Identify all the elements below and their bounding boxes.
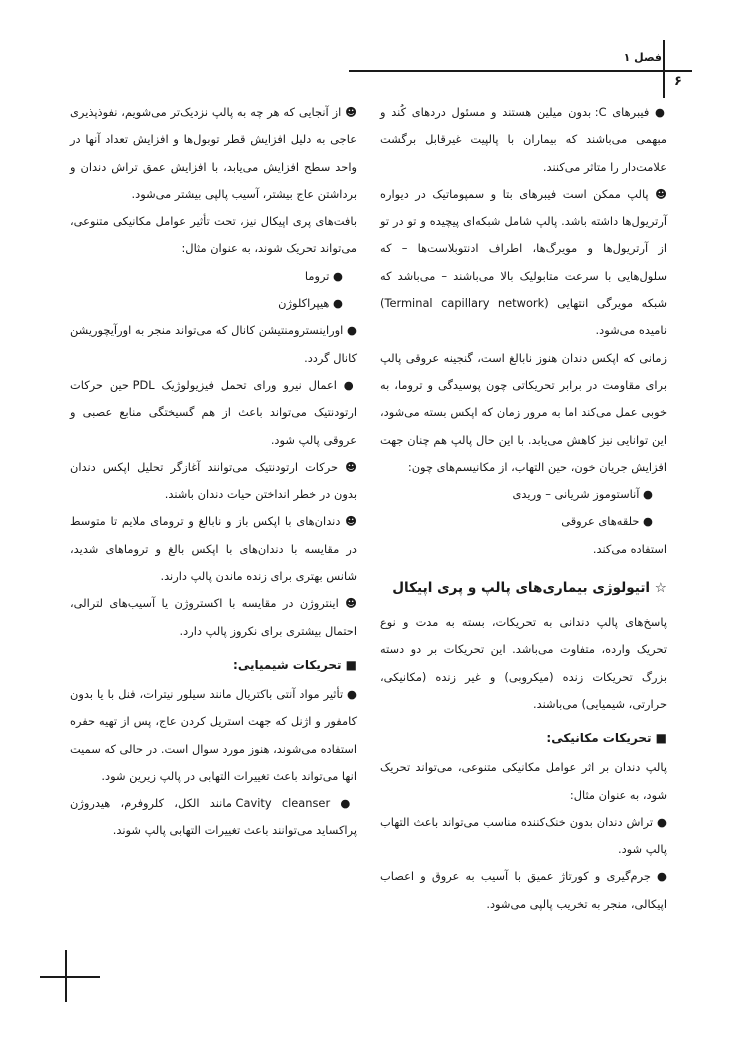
bullet-paragraph: ● جرم‌گیری و کورتاژ عمیق با آسیب به عروق و اعصاب اپیکالی، منجر به تخریب پالپی می‌شود. xyxy=(380,869,667,911)
bullet-paragraph: ● اعمال نیرو ورای تحمل فیزیولوژیک PDL حین حرکات ارتودنتیک می‌تواند باعث از هم گسیختگی منابع عصبی و عروقی پالپ شود. xyxy=(70,377,357,447)
page-number: ۶ xyxy=(674,74,682,89)
list-item: ● آناستوموز شریانی – وریدی xyxy=(512,487,653,502)
paragraph: استفاده می‌کند. xyxy=(592,541,667,556)
bullet-paragraph: ☻ حرکات ارتودنتیک می‌توانند آغازگر تحلیل اپکس دندان بدون در خطر انداختن حیات دندان باشند. xyxy=(70,459,357,502)
bullet-paragraph: ● تأثیر مواد آنتی باکتریال مانند سیلور نیترات، فنل با یا بدون کامفور و اژنل که جهت استریل کردن عاج، پس از تهیه حفره استفاده می‌شوند، هنوز مورد سوال است. در حالی که سمیت انها می‌تواند باعث تغییرات التهابی در پالپ زیرین شود. xyxy=(70,686,357,783)
list-item: ● تروما xyxy=(304,268,343,283)
paragraph: ● فیبرهای C: بدون میلین هستند و مسئول دردهای کُند و مبهمی می‌باشند که بیماران با پالپیت غیرقابل برگشت علامت‌دار را متاثر می‌کنند. xyxy=(380,105,667,174)
paragraph: بافت‌های پری اپیکال نیز، تحت تأثیر عوامل مکانیکی متنوعی، می‌تواند تحریک شوند، به عنوان مثال: xyxy=(70,214,357,256)
list-item: ● حلقه‌های عروقی xyxy=(561,514,653,529)
chapter-label: فصل ۱ xyxy=(623,51,662,64)
paragraph: پاسخ‌های پالپ دندانی به تحریکات، بسته به مدت و نوع تحریک وارده، متفاوت می‌باشد. این تحریکات بر دو دسته بزرگ تحریکات زنده (میکروبی) و غیر زنده (مکانیکی، حرارتی، شیمیایی) می‌باشند. xyxy=(380,615,667,711)
right-column xyxy=(380,99,667,918)
bullet-paragraph: ● Cavity cleanser مانند الکل، کلروفرم، هیدروژن پراکساید می‌توانند باعث تغییرات التهابی پالپ شوند. xyxy=(70,796,357,838)
subheading: ■ تحریکات مکانیکی: xyxy=(546,731,667,746)
bullet-paragraph: ● تراش دندان بدون خنک‌کننده مناسب می‌تواند باعث التهاب پالپ شود. xyxy=(380,814,667,857)
paragraph: ☻ پالپ ممکن است فیبرهای بتا و سمپوماتیک در دیواره آرتریول‌ها داشته باشد. پالپ شامل شبکه‌ای پیچیده و تو در تو از آرتریول‌ها و مویرگ‌ها، اطراف ادنتوبلاست‌ها – که سلول‌هایی با سرعت متابولیک بالا می‌باشند – می‌باشد که شبکه مویرگی انتهایی (Terminal capillary network) نامیده می‌شود. xyxy=(380,186,667,338)
list-item: ● هیپراکلوژن xyxy=(278,296,343,311)
paragraph: زمانی که اپکس دندان هنوز نابالغ است، گنجینه عروقی پالپ برای مقاومت در برابر تحریکاتی چون پوسیدگی و تروما، به خوبی عمل می‌کند اما به مرور زمان که اپکس بسته می‌شود، این توانایی نیز کاهش می‌یابد. با این حال پالپ هم چنان جهت افزایش جریان خون، حین التهاب، از مکانیسم‌های چون: xyxy=(380,350,667,474)
left-column xyxy=(70,99,357,845)
header-rule-horizontal xyxy=(349,70,692,72)
footer-rule-vertical xyxy=(65,950,67,1002)
footer-rule-horizontal xyxy=(40,976,100,978)
section-heading: ☆ اتیولوژی بیماری‌های پالپ و پری اپیکال xyxy=(392,580,667,597)
subheading: ■ تحریکات شیمیایی: xyxy=(233,657,357,672)
bullet-paragraph: ● اوراینسترومنتیشن کانال که می‌تواند منجر به اورآیچوریشن کانال گردد. xyxy=(70,323,357,365)
paragraph: ☻ از آنجایی که هر چه به پالپ نزدیک‌تر می‌شویم، نفوذپذیری عاجی به دلیل افزایش قطر توبول‌ها و افزایش تعداد آنها در واحد سطح افزایش می‌یابد، با افزایش عمق تراش دندان و برداشتن عاج بیشتر، آسیب پالپی بیشتر می‌شود. xyxy=(70,105,357,201)
bullet-paragraph: ☻ دندان‌های با اپکس باز و نابالغ و ترومای ملایم تا متوسط در مقایسه با دندان‌های با اپکس بالغ و تروماهای شدید، شانس بهتری برای زنده ماندن پالپ دارند. xyxy=(70,514,357,584)
header-rule-vertical xyxy=(663,40,665,98)
paragraph: پالپ دندان بر اثر عوامل مکانیکی متنوعی، می‌تواند تحریک شود، به عنوان مثال: xyxy=(380,760,667,802)
bullet-paragraph: ☻ اینتروژن در مقایسه با اکستروژن یا آسیب‌های لترالی، احتمال بیشتری برای نکروز پالپ دارد. xyxy=(70,596,357,638)
